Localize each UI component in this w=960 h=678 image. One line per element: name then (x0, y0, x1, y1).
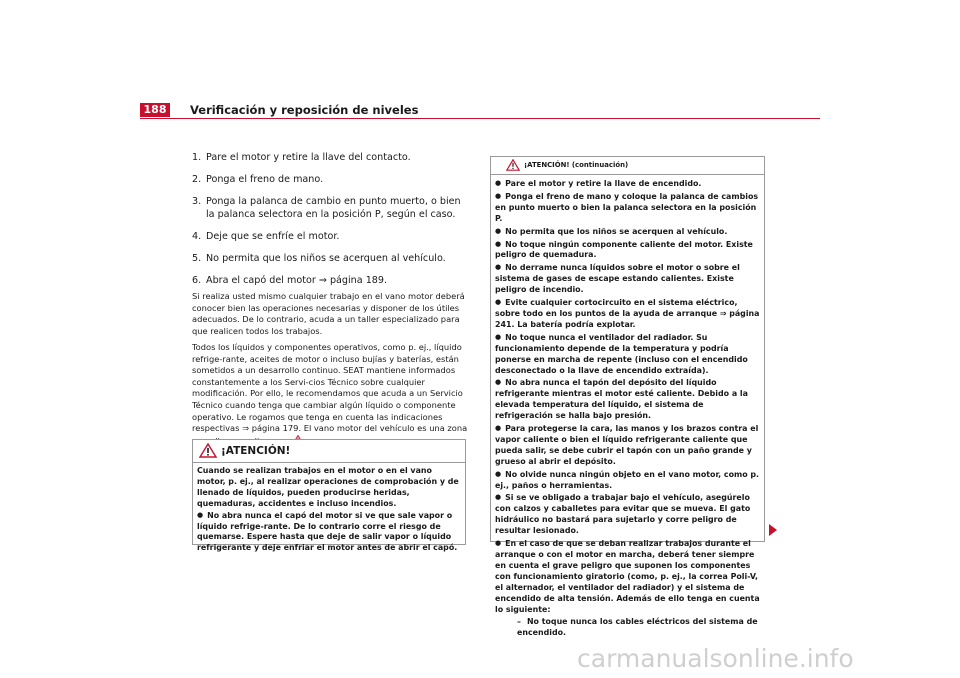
list-item: ● No toque ningún componente caliente del motor. Existe peligro de quemadura. (495, 240, 760, 262)
list-sub-item: – No toque nunca los cables eléctricos del sistema de encendido. (517, 617, 758, 638)
list-item: 4. Deje que se enfríe el motor. (192, 231, 340, 242)
list-item: ● Evite cualquier cortocircuito en el sistema eléctrico, sobre todo en los puntos de la ayuda de arranque ⇒ página 241. La batería podría explotar. (495, 298, 760, 331)
warning-body (193, 463, 465, 554)
list-item: ● No derrame nunca líquidos sobre el motor o sobre el sistema de gases de escape estando calientes. Existe peligro de incendio. (495, 263, 760, 296)
list-item: ● No toque nunca el ventilador del radiador. Su funcionamiento depende de la temperatura y podría ponerse en marcha de repente (incluso con el encendido desconectado o la llave de encendido extraída). (495, 333, 760, 377)
next-page-arrow-icon[interactable] (769, 524, 777, 536)
cross-reference-arrow-icon: ⇒ (242, 423, 250, 434)
list-item: ● No abra nunca el tapón del depósito del líquido refrigerante mientras el motor esté caliente. Debido a la elevada temperatura del líquido, el sistema de refrigeración se halla bajo presión. (495, 378, 760, 422)
fluids-paragraph: Todos los líquidos y componentes operativos, como p. ej., líquido refrige-rante, aceites de motor o incluso bujías y baterías, están sometidos a un desarrollo continuo. SEAT mantiene informados constantemente a los Servi-cios Técnico sobre cualquier modificación. Por ello, le recomendamos que acuda a un Servicio Técnico cuando tenga que cambiar algún líquido o componente operativo. Le rogamos que tenga en cuenta las indicaciones respectivas ⇒ página 179. El vano motor del vehículo es una zona (192, 342, 468, 447)
warning-box (192, 439, 466, 553)
list-item: 5. No permita que los niños se acerquen al vehículo. (192, 253, 446, 264)
warning-title: ¡ATENCIÓN! (221, 445, 291, 457)
list-item: 1. Pare el motor y retire la llave del contacto. (192, 152, 411, 163)
cross-reference-arrow-icon: ⇒ (318, 275, 327, 286)
warning-triangle-icon (199, 443, 217, 458)
warning-triangle-icon (506, 159, 520, 171)
list-item: ● Pare el motor y retire la llave de encendido. (495, 179, 760, 190)
page-header-title: Verificación y reposición de niveles (190, 103, 419, 117)
warning-continuation-box (490, 156, 765, 638)
warning-header (193, 440, 465, 463)
cross-reference-arrow-icon: ⇒ (719, 308, 727, 318)
list-item: ● Para protegerse la cara, las manos y los brazos contra el vapor caliente o bien el líquido refrigerante caliente que pueda salir, se debe cubrir el tapón con un paño grande y grueso al abrir el depósito. (495, 424, 760, 468)
page-reference-link[interactable]: página 179. El vano motor del vehículo es una zona (251, 423, 468, 434)
intro-paragraph: Si realiza usted mismo cualquier trabajo en el vano motor deberá conocer bien las operaciones necesarias y disponer de los útiles adecuados. De lo contrario, acuda a un taller especializado para que realicen todos los trabajos. (192, 291, 465, 336)
list-item: ● No olvide nunca ningún objeto en el vano motor, como p. ej., paños o herramientas. (495, 470, 760, 492)
list-item: 2. Ponga el freno de mano. (192, 174, 324, 185)
warning-body (491, 175, 764, 639)
list-item: 3. Ponga la palanca de cambio en punto muerto, o bien la palanca selectora en la posición P, según el caso. (192, 196, 461, 220)
page-reference-link[interactable]: página 241. La batería podría explotar. (495, 308, 760, 329)
warning-intro: Cuando se realizan trabajos en el motor o en el vano motor, p. ej., al realizar operaciones de comprobación y de llenado de líquidos, pueden producirse heridas, quemaduras, accidentes e incluso incendios. (197, 466, 459, 508)
warning-title: ¡ATENCIÓN! (continuación) (524, 161, 629, 169)
list-item: 6. Abra el capó del motor ⇒ página 189. (192, 275, 388, 286)
list-item: ● En el caso de que se deban realizar trabajos durante el arranque o con el motor en marcha, deberá tener siempre en cuenta el grave peligro que suponen los componentes con funcionamiento giratorio (como, p. ej., la correa Poli-V, el alternador, el ventilador del radiador) y el sistema de encendido de alta tensión. Además de ello tenga en cuenta lo siguiente: (495, 539, 760, 615)
list-item: ● Ponga el freno de mano y coloque la palanca de cambios en punto muerto o bien la palanca selectora en la posición P. (495, 192, 760, 225)
warning-header (491, 157, 764, 175)
page-reference-link[interactable]: página 189. (326, 275, 388, 286)
procedure-steps (192, 151, 468, 296)
watermark: carmanualsonline.info (577, 644, 854, 673)
list-item: ● No permita que los niños se acerquen al vehículo. (495, 227, 760, 238)
list-item: ● Si se ve obligado a trabajar bajo el vehículo, asegúrelo con calzos y caballetes para evitar que se mueva. El gato hidráulico no bastará para sujetarlo y corre peligro de resultar lesionado. (495, 493, 760, 537)
page-number: 188 (140, 103, 170, 117)
header-divider (140, 118, 820, 119)
list-item: ● No abra nunca el capó del motor si ve que sale vapor o líquido refrige-rante. De lo contrario corre el riesgo de quemarse. Espere hasta que deje de salir vapor o líquido refrigerante y deje enfriar el motor antes de abrir el capó. (197, 511, 461, 555)
